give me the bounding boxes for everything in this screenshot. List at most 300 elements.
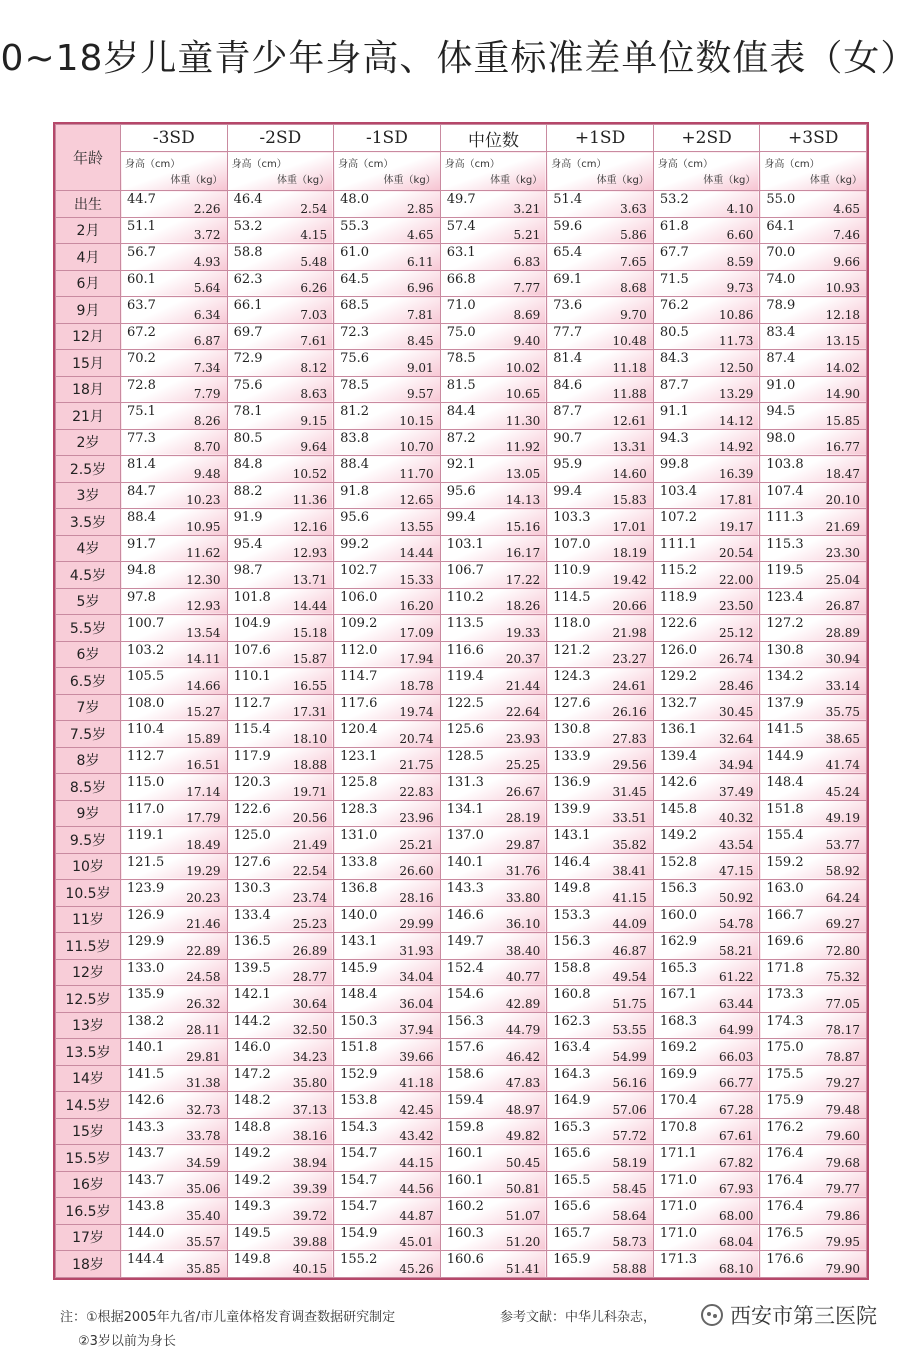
height-value: 160.8 (553, 987, 591, 1002)
value-cell (653, 403, 760, 430)
height-value: 130.8 (553, 722, 591, 737)
weight-value: 15.33 (399, 572, 434, 587)
value-cell (547, 641, 654, 668)
height-value: 117.9 (233, 748, 271, 764)
value-cell (760, 933, 867, 960)
height-value: 55.0 (766, 192, 796, 207)
value-cell (121, 1198, 228, 1225)
value-cell (121, 1251, 228, 1278)
value-cell (334, 694, 441, 721)
weight-value: 8.63 (300, 387, 328, 401)
weight-value: 32.50 (292, 1023, 328, 1037)
weight-value: 11.70 (399, 466, 434, 481)
weight-value: 44.15 (399, 1155, 434, 1170)
weight-value: 13.54 (186, 625, 221, 640)
height-value: 81.4 (553, 351, 583, 366)
height-value: 142.1 (233, 987, 271, 1002)
value-cell (547, 1012, 654, 1039)
weight-value: 19.42 (612, 572, 647, 587)
weight-value: 78.17 (825, 1023, 860, 1037)
value-cell (760, 562, 867, 589)
height-value: 153.3 (553, 907, 591, 923)
weight-value: 15.16 (505, 519, 541, 534)
value-cell (653, 244, 760, 271)
height-value: 151.8 (340, 1040, 378, 1055)
weight-value: 58.92 (825, 864, 860, 878)
weight-value: 18.26 (505, 599, 541, 613)
height-value: 169.2 (659, 1040, 698, 1055)
value-cell (547, 774, 654, 801)
weight-value: 31.45 (612, 784, 647, 799)
height-value: 70.2 (127, 351, 156, 366)
value-cell (653, 774, 760, 801)
weight-value: 12.93 (186, 599, 221, 613)
height-value: 170.8 (659, 1119, 698, 1135)
age-cell: 11岁 (56, 906, 121, 933)
value-cell (440, 880, 547, 907)
height-value: 104.9 (233, 616, 271, 631)
table-row (56, 694, 867, 721)
weight-value: 12.93 (292, 546, 328, 560)
weight-value: 22.54 (292, 864, 328, 878)
value-cell (121, 191, 228, 218)
height-value: 128.5 (446, 748, 484, 764)
value-cell (547, 217, 654, 244)
unit-header-cell (440, 152, 547, 191)
age-cell: 3.5岁 (56, 509, 121, 536)
value-cell (760, 456, 867, 483)
height-value: 167.1 (659, 987, 698, 1002)
height-value: 60.1 (127, 271, 156, 287)
value-cell (227, 1039, 334, 1066)
value-cell (547, 694, 654, 721)
age-cell: 2岁 (56, 429, 121, 456)
height-value: 152.8 (659, 854, 698, 870)
weight-value: 15.18 (292, 625, 328, 640)
table-row (56, 747, 867, 774)
height-value: 129.2 (659, 669, 698, 684)
height-value: 53.2 (659, 192, 689, 207)
height-value: 87.4 (766, 351, 796, 366)
reference-text: 参考文献：中华儿科杂志， (500, 1310, 657, 1325)
value-cell (334, 747, 441, 774)
weight-value: 21.44 (505, 678, 541, 693)
weight-value: 54.99 (612, 1049, 647, 1064)
value-cell (760, 1118, 867, 1145)
weight-value: 4.93 (193, 254, 221, 269)
weight-value: 19.74 (399, 705, 434, 719)
weight-value: 39.72 (292, 1208, 328, 1223)
height-value: 110.2 (446, 589, 484, 605)
height-value: 139.5 (233, 960, 271, 976)
weight-value: 10.23 (186, 493, 221, 507)
weight-value: 26.87 (825, 599, 860, 613)
value-cell (547, 933, 654, 960)
value-cell (653, 1145, 760, 1172)
value-cell (653, 641, 760, 668)
table-row (56, 641, 867, 668)
weight-value: 41.18 (399, 1076, 434, 1090)
age-cell: 6.5岁 (56, 668, 121, 695)
value-cell (760, 641, 867, 668)
weight-value: 51.41 (505, 1261, 541, 1276)
height-value: 114.7 (340, 669, 378, 684)
height-value: 130.3 (233, 881, 271, 896)
height-value: 84.6 (553, 377, 583, 393)
value-cell (227, 694, 334, 721)
weight-value: 10.95 (186, 519, 221, 534)
height-value: 120.3 (233, 775, 271, 790)
age-cell: 9岁 (56, 800, 121, 827)
weight-value: 38.41 (612, 864, 647, 878)
weight-value: 33.14 (825, 678, 860, 693)
weight-value: 66.03 (719, 1049, 754, 1064)
height-value: 139.9 (553, 801, 591, 817)
height-value: 131.3 (446, 775, 484, 790)
height-value: 69.1 (553, 271, 583, 287)
age-cell: 18月 (56, 376, 121, 403)
age-cell: 14.5岁 (56, 1092, 121, 1119)
height-value: 154.6 (446, 987, 484, 1002)
weight-value: 38.94 (292, 1155, 328, 1170)
table-row (56, 1012, 867, 1039)
value-cell (121, 774, 228, 801)
age-cell: 8.5岁 (56, 774, 121, 801)
value-cell (760, 800, 867, 827)
height-unit-label: 身高（cm） (125, 159, 181, 170)
height-value: 120.4 (340, 722, 378, 737)
height-value: 95.9 (553, 457, 583, 472)
value-cell (653, 1118, 760, 1145)
value-cell (121, 403, 228, 430)
weight-value: 13.31 (612, 440, 647, 454)
height-value: 148.2 (233, 1093, 271, 1108)
weight-value: 50.45 (505, 1155, 541, 1170)
weight-value: 32.64 (719, 731, 754, 746)
sd-column-header: 中位数 (440, 125, 547, 152)
height-value: 165.3 (553, 1119, 591, 1135)
height-value: 131.0 (340, 828, 378, 843)
value-cell (760, 429, 867, 456)
table-row (56, 244, 867, 271)
value-cell (653, 1171, 760, 1198)
weight-value: 31.93 (399, 943, 434, 958)
wechat-channel-icon (700, 1303, 724, 1327)
value-cell (440, 1039, 547, 1066)
weight-value: 21.98 (612, 625, 647, 640)
height-value: 134.2 (766, 669, 804, 684)
weight-value: 31.76 (505, 864, 541, 878)
value-cell (760, 535, 867, 562)
weight-value: 26.89 (292, 943, 328, 958)
weight-value: 28.16 (399, 890, 434, 905)
height-value: 72.8 (127, 377, 156, 393)
weight-value: 77.05 (825, 996, 860, 1011)
weight-value: 25.25 (505, 758, 541, 772)
height-value: 49.7 (446, 192, 476, 207)
weight-value: 57.72 (612, 1129, 647, 1143)
height-value: 141.5 (766, 722, 804, 737)
value-cell (760, 217, 867, 244)
weight-value: 12.30 (186, 572, 221, 587)
value-cell (760, 1039, 867, 1066)
height-value: 65.4 (553, 245, 583, 260)
value-cell (760, 959, 867, 986)
value-cell (440, 509, 547, 536)
weight-value: 68.10 (719, 1261, 754, 1276)
value-cell (653, 429, 760, 456)
table-row (56, 615, 867, 642)
weight-value: 7.34 (193, 360, 221, 375)
weight-value: 18.10 (292, 731, 328, 746)
height-value: 136.1 (659, 722, 698, 737)
value-cell (440, 1198, 547, 1225)
weight-value: 38.16 (292, 1129, 328, 1143)
value-cell (334, 323, 441, 350)
value-cell (547, 244, 654, 271)
weight-value: 41.15 (612, 890, 647, 905)
age-cell: 6月 (56, 270, 121, 297)
weight-value: 49.54 (612, 970, 647, 984)
weight-value: 20.37 (505, 652, 541, 666)
age-cell: 9月 (56, 297, 121, 324)
weight-value: 14.13 (505, 493, 541, 507)
value-cell (227, 959, 334, 986)
page-title: 0~18岁儿童青少年身高、体重标准差单位数值表（女） (0, 38, 918, 79)
weight-value: 25.12 (719, 625, 754, 640)
height-value: 146.4 (553, 854, 591, 870)
weight-value: 45.01 (399, 1235, 434, 1249)
value-cell (121, 562, 228, 589)
value-cell (227, 1012, 334, 1039)
value-cell (440, 297, 547, 324)
value-cell (547, 986, 654, 1013)
weight-value: 6.87 (193, 334, 221, 348)
height-value: 156.3 (446, 1013, 484, 1029)
height-value: 71.0 (446, 298, 476, 313)
weight-value: 10.52 (292, 466, 328, 481)
value-cell (760, 986, 867, 1013)
value-cell (440, 376, 547, 403)
height-value: 94.8 (127, 563, 156, 578)
value-cell (653, 800, 760, 827)
value-cell (227, 350, 334, 377)
weight-value: 29.99 (399, 917, 434, 931)
weight-value: 11.88 (612, 387, 647, 401)
age-cell: 8岁 (56, 747, 121, 774)
height-value: 134.1 (446, 801, 484, 817)
value-cell (547, 429, 654, 456)
weight-value: 14.44 (399, 546, 434, 560)
table-row (56, 1224, 867, 1251)
height-value: 66.1 (233, 298, 263, 313)
height-value: 143.8 (127, 1199, 165, 1214)
sd-column-header: -3SD (121, 125, 228, 152)
value-cell (440, 456, 547, 483)
height-value: 163.0 (766, 881, 804, 896)
weight-value: 58.19 (612, 1155, 647, 1170)
value-cell (547, 1039, 654, 1066)
weight-value: 14.11 (186, 652, 221, 666)
weight-value: 36.04 (399, 996, 434, 1011)
value-cell (440, 668, 547, 695)
height-value: 48.0 (340, 192, 370, 207)
height-value: 77.3 (127, 430, 156, 446)
height-value: 159.2 (766, 854, 804, 870)
table-row (56, 933, 867, 960)
weight-value: 10.02 (505, 360, 541, 375)
weight-value: 47.15 (719, 864, 754, 878)
weight-unit-label: 体重（kg） (490, 175, 543, 186)
value-cell (227, 1092, 334, 1119)
value-cell (547, 403, 654, 430)
height-value: 146.0 (233, 1040, 271, 1055)
height-value: 61.0 (340, 245, 370, 260)
weight-value: 14.12 (719, 413, 754, 428)
value-cell (227, 217, 334, 244)
weight-value: 34.04 (399, 970, 434, 984)
value-cell (121, 456, 228, 483)
age-cell: 12岁 (56, 959, 121, 986)
weight-value: 23.96 (399, 811, 434, 825)
height-value: 103.1 (446, 536, 484, 552)
value-cell (440, 217, 547, 244)
height-value: 77.7 (553, 324, 583, 340)
table-row (56, 1251, 867, 1278)
weight-value: 48.97 (505, 1102, 541, 1117)
weight-value: 16.51 (186, 758, 221, 772)
height-value: 144.2 (233, 1013, 271, 1029)
height-value: 162.9 (659, 934, 698, 949)
value-cell (121, 906, 228, 933)
height-value: 171.0 (659, 1225, 698, 1241)
age-cell: 7.5岁 (56, 721, 121, 748)
value-cell (121, 1065, 228, 1092)
height-value: 94.3 (659, 430, 689, 446)
value-cell (334, 933, 441, 960)
height-value: 88.2 (233, 483, 263, 499)
height-value: 78.1 (233, 404, 263, 419)
height-value: 175.0 (766, 1040, 804, 1055)
weight-unit-label: 体重（kg） (276, 175, 330, 186)
weight-value: 26.32 (186, 996, 221, 1011)
value-cell (227, 747, 334, 774)
weight-value: 11.73 (719, 334, 754, 348)
value-cell (440, 800, 547, 827)
value-cell (121, 1118, 228, 1145)
weight-value: 15.89 (186, 731, 221, 746)
height-value: 119.4 (446, 669, 484, 684)
value-cell (334, 615, 441, 642)
weight-value: 20.10 (825, 493, 860, 507)
value-cell (547, 615, 654, 642)
weight-value: 54.78 (719, 917, 754, 931)
height-value: 116.6 (446, 642, 484, 658)
height-value: 133.9 (553, 748, 591, 764)
age-cell: 16岁 (56, 1171, 121, 1198)
weight-value: 44.79 (505, 1023, 541, 1037)
height-value: 106.7 (446, 563, 484, 578)
height-value: 119.5 (766, 563, 804, 578)
height-unit-label: 身高（cm） (444, 159, 500, 170)
weight-value: 42.89 (505, 996, 541, 1011)
age-cell: 15.5岁 (56, 1145, 121, 1172)
age-cell: 5岁 (56, 588, 121, 615)
height-value: 117.6 (340, 695, 378, 711)
weight-value: 29.56 (612, 758, 647, 772)
value-cell (547, 297, 654, 324)
value-cell (440, 853, 547, 880)
weight-value: 5.21 (513, 228, 541, 242)
height-value: 154.3 (340, 1119, 378, 1135)
height-value: 117.0 (127, 801, 165, 817)
weight-value: 35.06 (186, 1182, 221, 1196)
weight-value: 21.46 (186, 917, 221, 931)
value-cell (653, 1224, 760, 1251)
value-cell (334, 1171, 441, 1198)
footnote-1: 注：①根据2005年九省/市儿童体格发育调查数据研究制定 (60, 1310, 396, 1325)
height-value: 125.6 (446, 722, 484, 737)
weight-value: 37.94 (399, 1023, 434, 1037)
height-value: 103.4 (659, 483, 698, 499)
height-value: 57.4 (446, 218, 476, 234)
weight-value: 8.59 (726, 254, 754, 269)
weight-value: 10.65 (505, 387, 541, 401)
value-cell (227, 1171, 334, 1198)
value-cell (121, 986, 228, 1013)
weight-value: 17.81 (719, 493, 754, 507)
table-row (56, 1039, 867, 1066)
weight-value: 10.93 (825, 281, 860, 295)
value-cell (760, 509, 867, 536)
weight-value: 79.90 (825, 1261, 860, 1276)
height-value: 140.1 (446, 854, 484, 870)
height-value: 149.2 (233, 1172, 271, 1188)
value-cell (547, 323, 654, 350)
height-value: 133.0 (127, 960, 165, 976)
value-cell (334, 509, 441, 536)
height-value: 97.8 (127, 589, 156, 605)
weight-value: 43.42 (399, 1129, 434, 1143)
weight-value: 5.64 (193, 281, 221, 295)
value-cell (547, 668, 654, 695)
weight-value: 33.51 (612, 811, 647, 825)
height-value: 159.8 (446, 1119, 484, 1135)
height-value: 84.3 (659, 351, 689, 366)
value-cell (760, 403, 867, 430)
value-cell (440, 244, 547, 271)
height-value: 165.5 (553, 1172, 591, 1188)
value-cell (121, 270, 228, 297)
weight-value: 79.68 (825, 1155, 860, 1170)
height-value: 149.2 (233, 1146, 271, 1161)
value-cell (653, 1092, 760, 1119)
weight-value: 19.17 (719, 519, 754, 534)
height-value: 59.6 (553, 218, 583, 234)
value-cell (121, 959, 228, 986)
height-value: 166.7 (766, 907, 804, 923)
weight-value: 50.81 (505, 1182, 541, 1196)
value-cell (227, 800, 334, 827)
value-cell (760, 297, 867, 324)
value-cell (227, 270, 334, 297)
weight-value: 40.32 (719, 811, 754, 825)
value-cell (440, 827, 547, 854)
height-value: 145.8 (659, 801, 698, 817)
value-cell (547, 509, 654, 536)
weight-value: 18.19 (612, 546, 647, 560)
value-cell (440, 535, 547, 562)
